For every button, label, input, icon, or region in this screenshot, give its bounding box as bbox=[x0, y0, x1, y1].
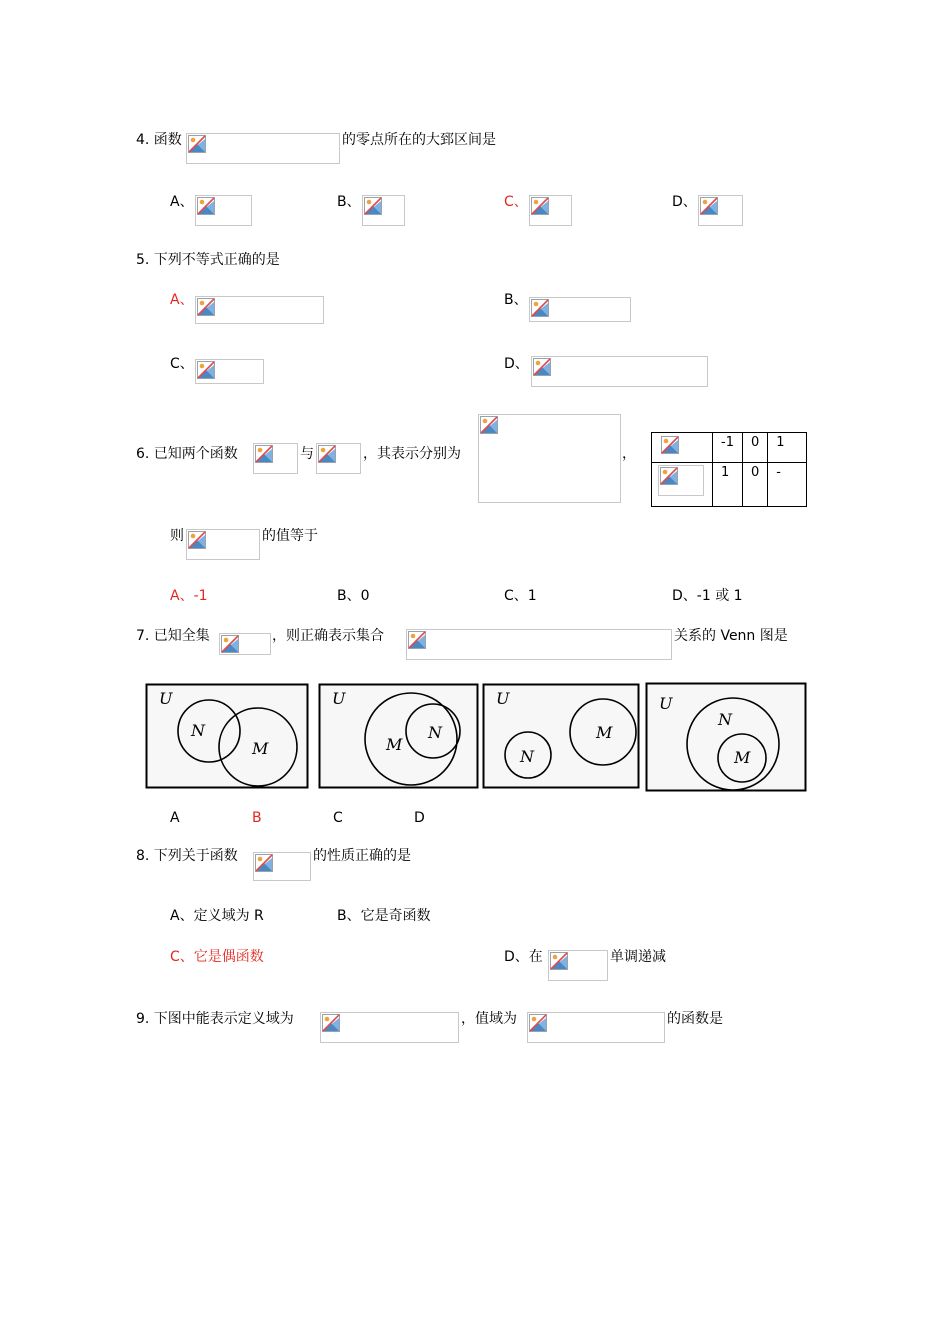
broken-image-icon bbox=[188, 531, 206, 549]
q4-option-d-image bbox=[698, 195, 743, 226]
broken-image-icon bbox=[197, 361, 215, 379]
q6-then-image bbox=[186, 529, 260, 560]
broken-image-icon bbox=[533, 358, 551, 376]
broken-image-icon bbox=[255, 854, 273, 872]
venn-c-n-label: N bbox=[520, 747, 534, 766]
broken-image-icon bbox=[322, 1014, 340, 1032]
q8-option-b[interactable]: B、它是奇函数 bbox=[337, 908, 431, 924]
q9-domain-image bbox=[320, 1012, 459, 1043]
q6-function-f-image bbox=[253, 443, 298, 474]
broken-image-icon bbox=[529, 1014, 547, 1032]
q4-option-b[interactable]: B、 bbox=[337, 194, 361, 210]
broken-image-icon bbox=[531, 197, 549, 215]
broken-image-icon bbox=[318, 445, 336, 463]
venn-b-u-label: U bbox=[332, 689, 346, 708]
q6-table-row-image bbox=[658, 465, 704, 496]
venn-d-u-label: U bbox=[659, 694, 673, 713]
q6-option-c[interactable]: C、1 bbox=[504, 588, 537, 604]
q5-option-d-image bbox=[531, 356, 708, 387]
q4-formula-image bbox=[186, 133, 340, 164]
q6-function-image bbox=[478, 414, 621, 503]
venn-b-n-label: N bbox=[428, 723, 442, 742]
q8-option-a[interactable]: A、定义域为 R bbox=[170, 908, 264, 924]
venn-diagram-b bbox=[318, 683, 479, 789]
q6-value-table bbox=[651, 432, 807, 507]
venn-d-m-label: M bbox=[734, 748, 751, 767]
q9-range-image bbox=[527, 1012, 665, 1043]
q7-stem-suffix: 关系的 Venn 图是 bbox=[674, 628, 788, 644]
venn-a-m-label: M bbox=[252, 739, 269, 758]
broken-image-icon bbox=[221, 635, 239, 653]
q6-function-g-image bbox=[316, 443, 361, 474]
broken-image-icon bbox=[660, 467, 678, 485]
q5-option-b-image bbox=[529, 297, 631, 322]
venn-a-u-label: U bbox=[159, 689, 173, 708]
q6-table-cell: 1 bbox=[768, 433, 807, 463]
q9-stem-suffix: 的函数是 bbox=[667, 1011, 723, 1027]
q8-option-d-suffix: 单调递减 bbox=[610, 949, 666, 965]
broken-image-icon bbox=[364, 197, 382, 215]
q6-table-header-cell bbox=[652, 433, 713, 463]
venn-d-n-label: N bbox=[718, 710, 732, 729]
q4-option-a-image bbox=[195, 195, 252, 226]
broken-image-icon bbox=[197, 298, 215, 316]
q5-option-b[interactable]: B、 bbox=[504, 292, 528, 308]
broken-image-icon bbox=[188, 135, 206, 153]
q9-stem-prefix: 9. 下图中能表示定义域为 bbox=[136, 1011, 294, 1027]
q6-stem-mid: ，其表示分别为 bbox=[363, 446, 461, 462]
q5-stem: 5. 下列不等式正确的是 bbox=[136, 252, 280, 268]
q8-function-image bbox=[253, 852, 311, 881]
q4-option-d[interactable]: D、 bbox=[672, 194, 697, 210]
q8-stem-suffix: 的性质正确的是 bbox=[313, 848, 411, 864]
q6-stem-and: 与 bbox=[300, 446, 314, 462]
q6-table-cell: 0 bbox=[742, 433, 767, 463]
q6-stem-prefix: 6. 已知两个函数 bbox=[136, 446, 238, 462]
q7-stem-prefix: 7. 已知全集 bbox=[136, 628, 210, 644]
q9-stem-mid: ，值域为 bbox=[461, 1011, 517, 1027]
q6-then-suffix: 的值等于 bbox=[262, 528, 318, 544]
q7-option-d[interactable]: D bbox=[414, 810, 425, 826]
q5-option-a-image bbox=[195, 296, 324, 324]
q4-option-a[interactable]: A、 bbox=[170, 194, 194, 210]
q5-option-a[interactable]: A、 bbox=[170, 292, 194, 308]
venn-diagram-d bbox=[645, 682, 807, 794]
broken-image-icon bbox=[700, 197, 718, 215]
q6-then-prefix: 则 bbox=[170, 528, 184, 544]
broken-image-icon bbox=[255, 445, 273, 463]
q6-table-cell: 0 bbox=[742, 463, 767, 507]
q6-table-cell: 1 bbox=[713, 463, 743, 507]
q7-stem-mid: ，则正确表示集合 bbox=[272, 628, 384, 644]
venn-a-n-label: N bbox=[191, 721, 205, 740]
q5-option-d[interactable]: D、 bbox=[504, 356, 529, 372]
q6-comma: ， bbox=[622, 446, 636, 462]
broken-image-icon bbox=[661, 436, 679, 454]
venn-c-u-label: U bbox=[496, 689, 510, 708]
venn-diagram-c bbox=[482, 683, 640, 789]
q8-option-d-image bbox=[548, 950, 608, 981]
q7-option-c[interactable]: C bbox=[333, 810, 343, 826]
q7-option-a[interactable]: A bbox=[170, 810, 180, 826]
q4-option-c-image bbox=[529, 195, 572, 226]
q7-sets-image bbox=[406, 629, 672, 660]
broken-image-icon bbox=[480, 416, 498, 434]
broken-image-icon bbox=[197, 197, 215, 215]
q7-universal-set-image bbox=[219, 633, 271, 655]
q8-option-d-prefix[interactable]: D、在 bbox=[504, 949, 543, 965]
q6-table-cell: - bbox=[768, 463, 807, 507]
q6-option-a[interactable]: A、-1 bbox=[170, 588, 208, 604]
q6-table-cell: -1 bbox=[713, 433, 743, 463]
q5-option-c-image bbox=[195, 359, 264, 384]
q6-option-b[interactable]: B、0 bbox=[337, 588, 370, 604]
broken-image-icon bbox=[408, 631, 426, 649]
venn-diagram-a bbox=[145, 683, 309, 789]
venn-c-m-label: M bbox=[596, 723, 613, 742]
q8-option-c[interactable]: C、它是偶函数 bbox=[170, 949, 264, 965]
q6-option-d[interactable]: D、-1 或 1 bbox=[672, 588, 743, 604]
q4-stem-suffix: 的零点所在的大郅区间是 bbox=[342, 132, 496, 148]
venn-b-m-label: M bbox=[386, 735, 403, 754]
q4-option-b-image bbox=[362, 195, 405, 226]
broken-image-icon bbox=[531, 299, 549, 317]
q5-option-c[interactable]: C、 bbox=[170, 356, 194, 372]
broken-image-icon bbox=[550, 952, 568, 970]
q4-stem-prefix: 4. 函数 bbox=[136, 132, 182, 148]
q6-table-row-label-cell bbox=[652, 463, 713, 507]
q4-option-c[interactable]: C、 bbox=[504, 194, 528, 210]
q7-option-b[interactable]: B bbox=[252, 810, 262, 826]
q8-stem-prefix: 8. 下列关于函数 bbox=[136, 848, 238, 864]
q6-table-header-image bbox=[660, 435, 680, 455]
